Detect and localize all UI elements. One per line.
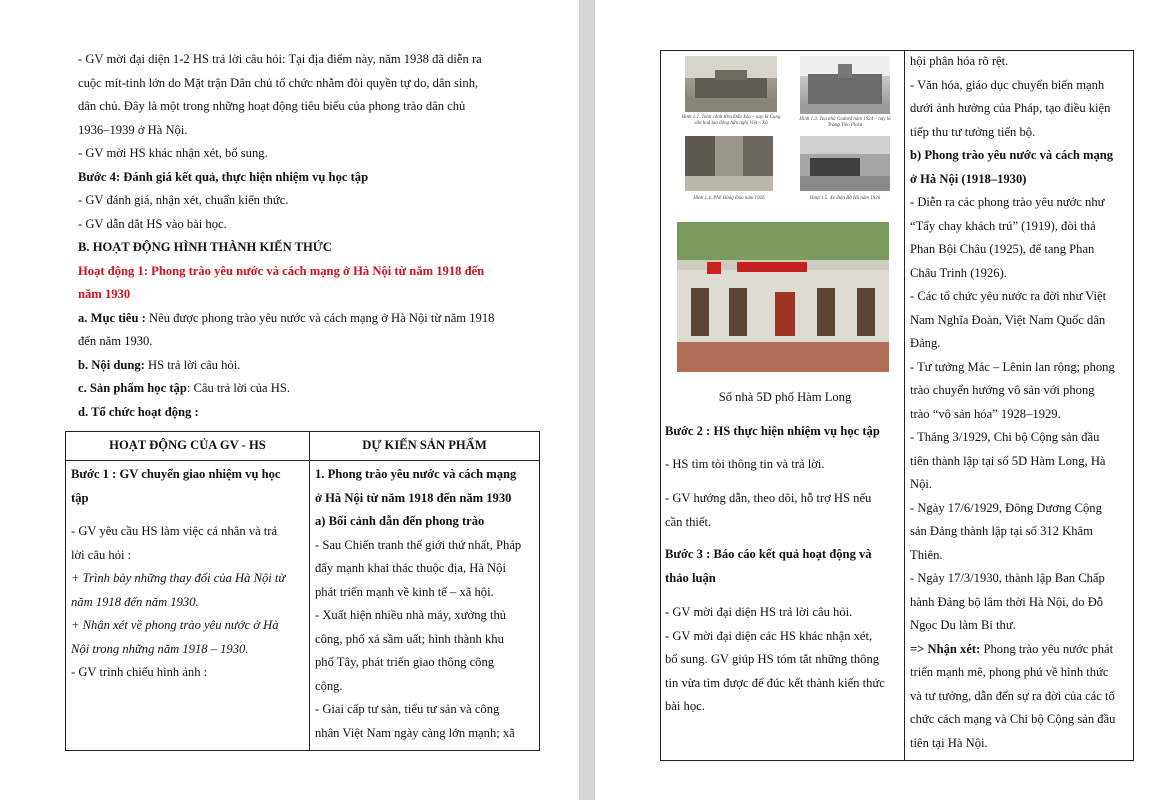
result-column: [910, 50, 1130, 755]
text-line: Đảng.: [910, 336, 941, 350]
goal-text: Nêu được phong trào yêu nước và cách mạng ở Hà Nội từ năm 1918: [145, 310, 495, 325]
result-title: 1. Phong trào yêu nước và cách mạng: [315, 467, 517, 481]
text-line: dân chủ. Đây là một trong những hoạt động tiêu biểu của phong trào dân chủ: [78, 99, 466, 113]
text-line: triển mạnh mẽ, phong phú về hình thức: [910, 665, 1109, 679]
photo-khu-dau-xao: [685, 56, 777, 112]
text-line: cần thiết.: [665, 514, 712, 529]
result-subheading: b) Phong trào yêu nước và cách mạng: [910, 148, 1114, 162]
text-line: - Giai cấp tư sản, tiểu tư sản và công: [315, 702, 500, 716]
text-line: dưới ảnh hưởng của Pháp, tạo điều kiện: [910, 101, 1111, 115]
step4-heading: Bước 4: Đánh giá kết quả, thực hiện nhiệm vụ học tập: [78, 169, 369, 184]
text-line: - GV đánh giá, nhận xét, chuẩn kiến thức.: [78, 193, 289, 207]
text-line: - Tháng 3/1929, Chi bộ Cộng sản đầu: [910, 430, 1100, 444]
text-line: - Diễn ra các phong trào yêu nước như: [910, 195, 1105, 209]
step3-heading: Bước 3 : Báo cáo kết quả hoạt động và: [665, 547, 872, 561]
text-line: Châu Trinh (1926).: [910, 265, 1007, 280]
text-line: tiếp thu tư tưởng tiến bộ.: [910, 124, 1036, 139]
activity-title: Hoạt động 1: Phong trào yêu nước và cách mạng ở Hà Nội từ năm 1918 đến: [78, 263, 485, 278]
photo-tram-bo-ho: [800, 136, 890, 191]
text-line: - GV hướng dẫn, theo dõi, hỗ trợ HS nếu: [665, 491, 872, 505]
text-line: đẩy mạnh khai thác thuộc địa, Hà Nội: [315, 561, 506, 575]
text-line: - HS tìm tòi thông tin và trả lời.: [665, 457, 825, 471]
text-line: sản Đảng thành lập tại số 312 Khâm: [910, 524, 1093, 538]
result-subheading: a) Bối cảnh dẫn đến phong trào: [315, 514, 485, 528]
text-line: tin vừa tìm được để đúc kết thành kiến thức: [665, 675, 885, 690]
goal-line: [78, 307, 494, 331]
document-page-left: [0, 0, 579, 800]
result-title-cont: ở Hà Nội từ năm 1918 đến năm 1930: [315, 490, 512, 505]
photo-hang-dao-street: [685, 136, 773, 191]
text-line: tiên tại Hà Nội.: [910, 735, 988, 750]
photo-khu-dau-xao-image: [685, 56, 777, 112]
text-line: - GV mời HS khác nhận xét, bổ sung.: [78, 146, 268, 160]
text-line: - GV mời đại diện các HS khác nhận xét,: [665, 628, 873, 643]
text-line: Phan Bội Châu (1925), để tang Phan: [910, 242, 1095, 256]
photo-5d-ham-long-image: [677, 222, 889, 372]
conclusion-text: Phong trào yêu nước phát: [980, 641, 1114, 656]
text-line: hội phân hóa rõ rệt.: [910, 54, 1009, 68]
text-line: “Tẩy chay khách trú” (1919), đòi thả: [910, 218, 1096, 233]
text-line: - Các tổ chức yêu nước ra đời như Việt: [910, 289, 1107, 303]
text-line: bổ sung. GV giúp HS tóm tắt những thông: [665, 652, 880, 666]
text-line: nhân Việt Nam ngày càng lớn mạnh; xã: [315, 725, 515, 740]
text-line: tiên thành lập tại số 5D Hàm Long, Hà: [910, 453, 1106, 468]
text-line: - Ngày 17/3/1930, thành lập Ban Chấp: [910, 571, 1105, 585]
product-line: [78, 377, 494, 401]
product-label: c. Sản phẩm học tập: [78, 381, 187, 395]
text-line: và tư tưởng, dẫn đến sự ra đời của các tổ: [910, 688, 1115, 703]
step3-content: [665, 601, 885, 719]
content-label: b. Nội dung:: [78, 357, 145, 372]
text-line: - Tư tưởng Mác – Lênin lan rộng; phong: [910, 359, 1115, 374]
text-line: lời câu hỏi :: [71, 547, 132, 562]
question-line: + Nhận xét về phong trào yêu nước ở Hà: [71, 618, 279, 632]
text-line: - GV mời đại diện 1-2 HS trả lời câu hỏi: Tại địa điểm này, năm 1938 đã diễn ra: [78, 52, 482, 66]
photo-tram-bo-ho-image: [800, 136, 890, 191]
text-line: - GV trình chiếu hình ảnh :: [71, 665, 208, 679]
photo-caption: Hình 1.5. Xe điện Bờ Hồ năm 1926: [809, 196, 881, 201]
text-line: bài học.: [665, 699, 705, 713]
org-label: d. Tổ chức hoạt động :: [78, 404, 199, 419]
step2-heading: Bước 2 : HS thực hiện nhiệm vụ học tập: [665, 424, 880, 438]
text-line: - Xuất hiện nhiều nhà máy, xưởng thủ: [315, 608, 507, 622]
section-b-heading: B. HOẠT ĐỘNG HÌNH THÀNH KIẾN THỨC: [78, 240, 332, 254]
text-line: Thiên.: [910, 547, 943, 562]
photo-5d-ham-long: [677, 222, 889, 372]
document-page-right: [595, 0, 1171, 800]
table-divider: [904, 50, 905, 761]
table-cell-right: [310, 461, 540, 751]
step2-block: [665, 420, 880, 444]
step2-content: [665, 453, 825, 477]
text-line: - Văn hóa, giáo dục chuyển biến mạnh: [910, 77, 1105, 92]
table-cell-left: [66, 461, 310, 751]
text-line: Nam Nghĩa Đoàn, Việt Nam Quốc dân: [910, 312, 1106, 327]
photo-godard-building-image: [800, 56, 890, 114]
text-line: chức cách mạng và Chi bộ Cộng sản đầu: [910, 712, 1116, 726]
text-line: hành Đảng bộ lâm thời Hà Nội, do Đỗ: [910, 594, 1104, 609]
text-line: cuộc mít-tinh lớn do Mặt trận Dân chủ tổ chức nhằm đòi quyền tự do, dân sinh,: [78, 75, 479, 90]
content-text: HS trả lời câu hỏi.: [144, 357, 241, 372]
step3-heading-cont: thảo luận: [665, 570, 716, 585]
text-line: - Ngày 17/6/1929, Đông Dương Cộng: [910, 500, 1102, 515]
conclusion-label: => Nhận xét:: [910, 641, 981, 656]
step1-heading-cont: tập: [71, 490, 89, 505]
photo-caption: Hình 1.4. Phố Hàng Đào năm 1926: [693, 196, 765, 201]
goal-label: a. Mục tiêu :: [78, 310, 146, 325]
activity-title-cont: năm 1930: [78, 287, 131, 301]
text-line: đến năm 1930.: [78, 334, 153, 348]
text-line: 1936–1939 ở Hà Nội.: [78, 122, 188, 137]
question-line: + Trình bày những thay đổi của Hà Nội từ: [71, 571, 286, 585]
table-header-left: HOẠT ĐỘNG CỦA GV - HS: [66, 432, 310, 461]
text-line: - GV mời đại diện HS trả lời câu hỏi.: [665, 605, 853, 619]
step1-heading: Bước 1 : GV chuyển giao nhiệm vụ học: [71, 467, 281, 481]
step2-content-2: [665, 487, 871, 534]
content-line: [78, 354, 494, 378]
photo-caption: Hình 1.3. Toà nhà Godard năm 1924 – nay là Tràng Tiền Plaza: [799, 117, 891, 128]
text-line: phố Tây, phát triển giao thông công: [315, 655, 495, 669]
text-line: Ngọc Du làm Bí thư.: [910, 618, 1016, 632]
conclusion-line: [910, 638, 1130, 662]
activity-table: [65, 431, 540, 751]
question-line: năm 1918 đến năm 1930.: [71, 594, 199, 609]
table-header-right: DỰ KIẾN SẢN PHẨM: [310, 432, 540, 461]
text-line: Nội.: [910, 477, 933, 491]
question-line: Nội trong những năm 1918 – 1930.: [71, 641, 249, 656]
step3-block: [665, 543, 872, 590]
photo-caption-house: Số nhà 5D phố Hàm Long: [718, 390, 852, 404]
photo-caption: Hình 1.2. Toàn cảnh Khu Đấu Xảo – nay là Cung văn hoá lao động hữu nghị Việt – Xô: [681, 115, 781, 126]
text-line: - GV yêu cầu HS làm việc cá nhân và trả: [71, 524, 278, 538]
text-line: - Sau Chiến tranh thế giới thứ nhất, Pháp: [315, 537, 522, 552]
text-line: trào chuyển hướng vô sản với phong: [910, 383, 1095, 397]
photo-godard-building: [800, 56, 890, 114]
text-line: trào “vô sản hóa” 1928–1929.: [910, 406, 1061, 421]
text-line: - GV dẫn dắt HS vào bài học.: [78, 216, 227, 231]
text-line: cộng.: [315, 678, 343, 693]
text-line: phát triển mạnh về kinh tế – xã hội.: [315, 584, 494, 599]
intro-paragraph: [78, 48, 494, 424]
photo-hang-dao-street-image: [685, 136, 773, 191]
result-subheading-cont: ở Hà Nội (1918–1930): [910, 171, 1027, 186]
text-line: công, phố xá sầm uất; hình thành khu: [315, 631, 504, 646]
product-text: : Câu trả lời của HS.: [186, 381, 291, 395]
